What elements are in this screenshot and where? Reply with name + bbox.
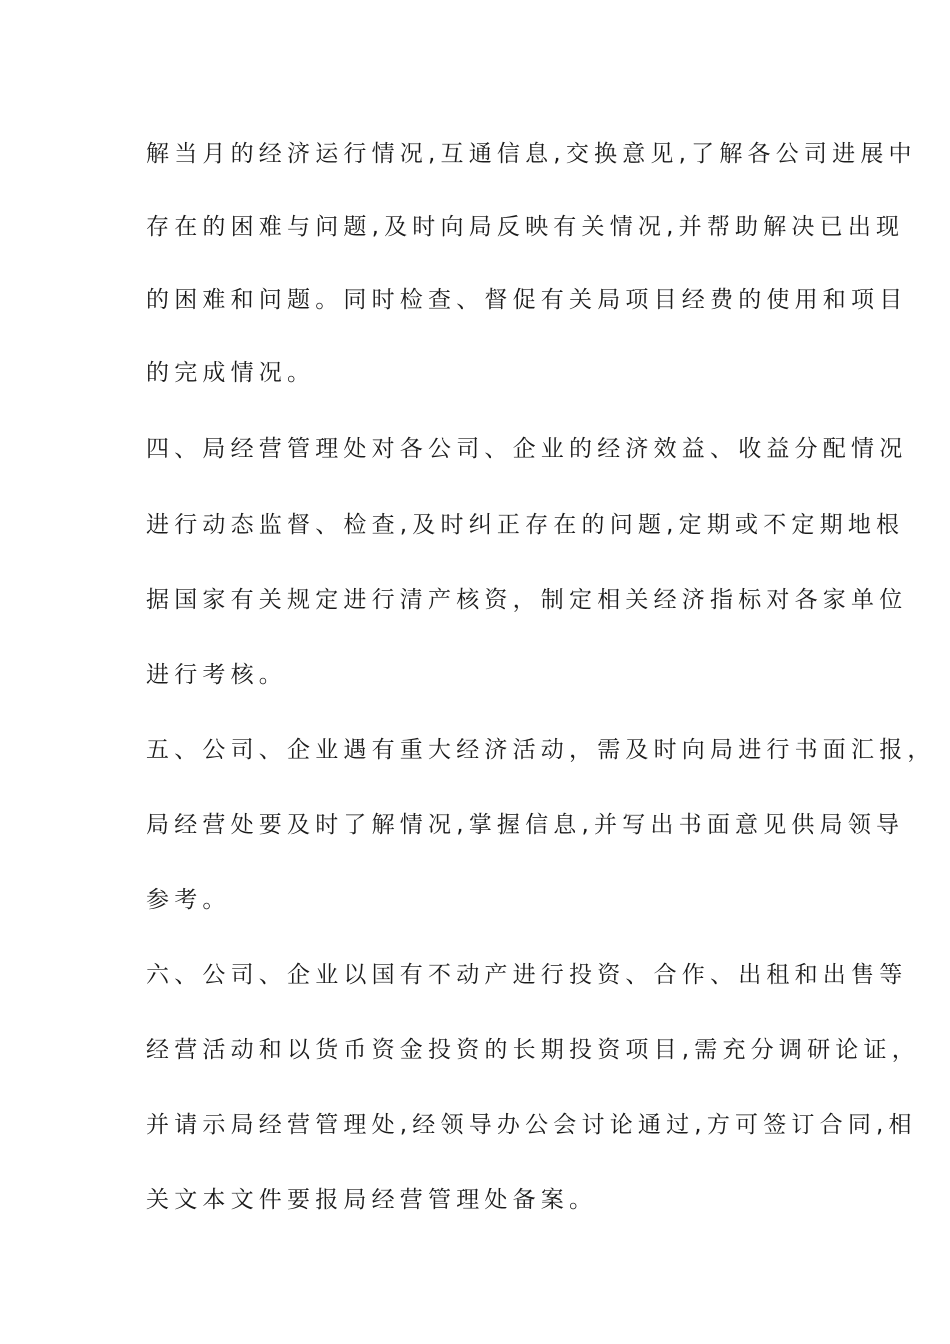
text-line: 存在的困难与问题,及时向局反映有关情况,并帮助解决已出现	[146, 214, 905, 240]
text-line: 参考。	[146, 887, 231, 913]
text-line: 的完成情况。	[146, 360, 316, 386]
text-line: 六、公司、企业以国有不动产进行投资、合作、出租和出售等	[146, 962, 908, 988]
text-line: 解当月的经济运行情况,互通信息,交换意见,了解各公司进展中	[146, 141, 917, 167]
text-line: 的困难和问题。同时检查、督促有关局项目经费的使用和项目	[146, 287, 908, 313]
text-line: 四、局经营管理处对各公司、企业的经济效益、收益分配情况	[146, 436, 908, 462]
text-line: 并请示局经营管理处,经领导办公会讨论通过,方可签订合同,相	[146, 1112, 917, 1138]
text-line: 经营活动和以货币资金投资的长期投资项目,需充分调研论证，	[146, 1037, 920, 1063]
text-line: 关文本文件要报局经营管理处备案。	[146, 1187, 598, 1213]
text-line: 五、公司、企业遇有重大经济活动，需及时向局进行书面汇报，	[146, 737, 936, 763]
text-line: 局经营处要及时了解情况,掌握信息,并写出书面意见供局领导	[146, 812, 905, 838]
text-line: 据国家有关规定进行清产核资，制定相关经济指标对各家单位	[146, 587, 908, 613]
text-line: 进行动态监督、检查,及时纠正存在的问题,定期或不定期地根	[146, 512, 905, 538]
text-line: 进行考核。	[146, 662, 287, 688]
